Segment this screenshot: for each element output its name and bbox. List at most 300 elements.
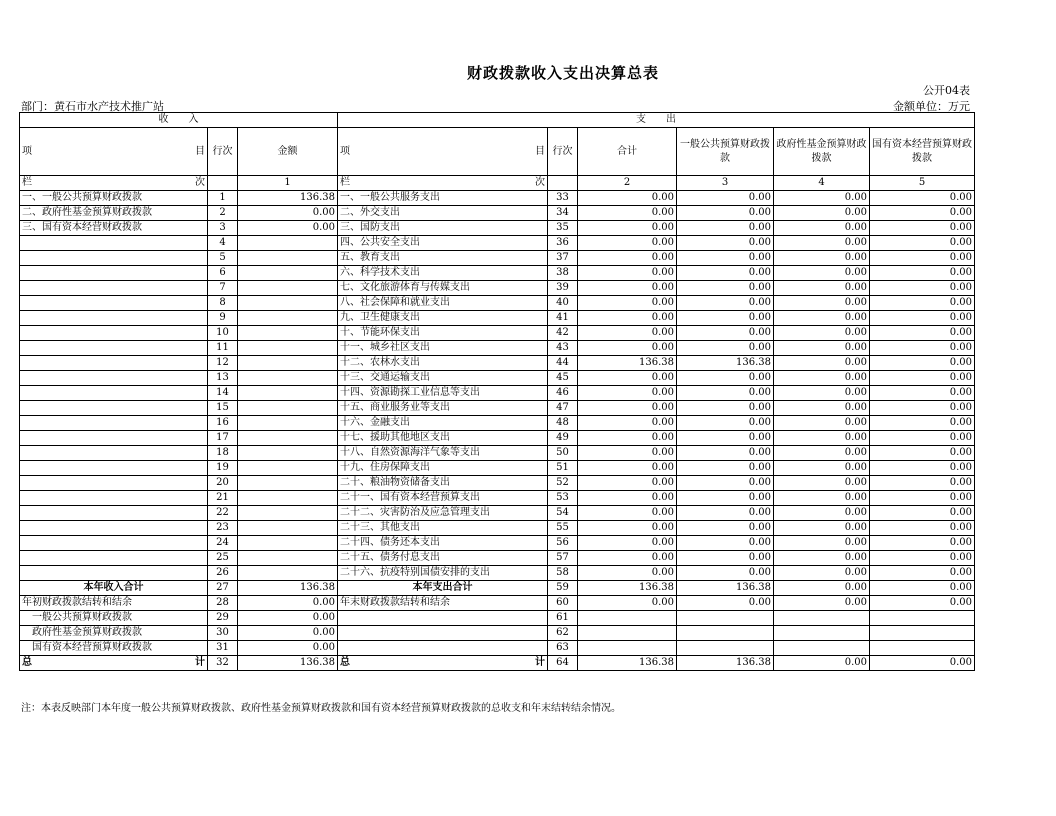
gov-fund-amount: 0.00: [774, 326, 870, 341]
state-capital-amount: 0.00: [870, 266, 975, 281]
general-budget-amount: 0.00: [677, 251, 774, 266]
income-amount: [238, 356, 338, 371]
total-amount: 0.00: [578, 326, 677, 341]
gov-fund-amount: 0.00: [774, 296, 870, 311]
general-budget-amount: 0.00: [677, 266, 774, 281]
state-capital-amount: 0.00: [870, 326, 975, 341]
income-line-no: 4: [208, 236, 238, 251]
general-budget-amount: 0.00: [677, 191, 774, 206]
general-budget-amount: 0.00: [677, 401, 774, 416]
expenditure-line-no: 49: [548, 431, 578, 446]
state-capital-amount: 0.00: [870, 221, 975, 236]
expenditure-item: 六、科学技术支出: [338, 266, 548, 281]
carryover-amount: 0.00: [238, 626, 338, 641]
income-line-no: 32: [208, 656, 238, 671]
table-row: [20, 401, 975, 416]
expenditure-line-no: 52: [548, 476, 578, 491]
state-capital-amount: 0.00: [870, 371, 975, 386]
expenditure-line-no: 46: [548, 386, 578, 401]
total-amount: 0.00: [578, 431, 677, 446]
state-capital-amount: 0.00: [870, 536, 975, 551]
expenditure-line-no: 63: [548, 641, 578, 656]
gov-fund-amount: 0.00: [774, 596, 870, 611]
table-row: [20, 536, 975, 551]
carryover-row: [20, 611, 975, 626]
state-capital-amount: 0.00: [870, 446, 975, 461]
income-item: [20, 521, 208, 536]
grand-expenditure-total-label: 总 计: [338, 656, 548, 671]
income-line-no: 3: [208, 221, 238, 236]
total-amount: 0.00: [578, 281, 677, 296]
carryover-item: 一般公共预算财政拨款: [20, 611, 208, 626]
gov-fund-amount: 0.00: [774, 431, 870, 446]
gov-fund-amount: 0.00: [774, 656, 870, 671]
table-row: [20, 206, 975, 221]
state-capital-amount: 0.00: [870, 566, 975, 581]
expenditure-item: 八、社会保障和就业支出: [338, 296, 548, 311]
income-line-no: 28: [208, 596, 238, 611]
general-budget-amount: 0.00: [677, 491, 774, 506]
income-amount: [238, 521, 338, 536]
gov-fund-amount: 0.00: [774, 191, 870, 206]
expenditure-item: 十一、城乡社区支出: [338, 341, 548, 356]
table-row: [20, 491, 975, 506]
general-budget-amount: 0.00: [677, 536, 774, 551]
state-capital-amount: 0.00: [870, 341, 975, 356]
state-capital-amount: 0.00: [870, 206, 975, 221]
gov-fund-amount: [774, 611, 870, 626]
total-amount: 0.00: [578, 551, 677, 566]
income-amount: [238, 386, 338, 401]
income-amount: [238, 536, 338, 551]
income-item: [20, 431, 208, 446]
grand-income-total-label: 总 计: [20, 656, 208, 671]
gov-fund-header: 政府性基金预算财政拨款: [774, 128, 870, 176]
general-budget-amount: 136.38: [677, 581, 774, 596]
col-label-cell: 栏 次: [20, 176, 208, 191]
income-item: [20, 236, 208, 251]
gov-fund-amount: 0.00: [774, 521, 870, 536]
carryover-amount: 0.00: [238, 641, 338, 656]
gov-fund-amount: 0.00: [774, 356, 870, 371]
gov-fund-amount: 0.00: [774, 311, 870, 326]
table-row: [20, 446, 975, 461]
col-number-4: 4: [774, 176, 870, 191]
table-row: [20, 416, 975, 431]
general-budget-amount: 0.00: [677, 596, 774, 611]
carryover-item: 年初财政拨款结转和结余: [20, 596, 208, 611]
state-capital-amount: 0.00: [870, 236, 975, 251]
total-amount: 0.00: [578, 206, 677, 221]
report-title: 财政拨款收入支出决算总表: [466, 64, 659, 82]
expenditure-item: 二十二、灾害防治及应急管理支出: [338, 506, 548, 521]
expenditure-line-no: 54: [548, 506, 578, 521]
income-line-no: 13: [208, 371, 238, 386]
income-line-no: 6: [208, 266, 238, 281]
expenditure-line-no: 55: [548, 521, 578, 536]
expenditure-line-no: 35: [548, 221, 578, 236]
total-amount: 136.38: [578, 356, 677, 371]
income-item: 一、一般公共预算财政拨款: [20, 191, 208, 206]
total-header: 合计: [578, 128, 677, 176]
income-amount: [238, 236, 338, 251]
table-row: [20, 281, 975, 296]
department-label: 部门：黄石市水产技术推广站: [21, 100, 164, 113]
expenditure-item: 四、公共安全支出: [338, 236, 548, 251]
table-row: [20, 236, 975, 251]
expenditure-line-no: 59: [548, 581, 578, 596]
income-amount: [238, 461, 338, 476]
expenditure-line-no: 56: [548, 536, 578, 551]
income-amount: [238, 326, 338, 341]
income-line-no: 29: [208, 611, 238, 626]
income-amount: [238, 266, 338, 281]
total-amount: 0.00: [578, 416, 677, 431]
expenditure-item: 七、文化旅游体育与传媒支出: [338, 281, 548, 296]
total-amount: 0.00: [578, 236, 677, 251]
expenditure-item: 十四、资源勘探工业信息等支出: [338, 386, 548, 401]
state-capital-amount: 0.00: [870, 476, 975, 491]
state-capital-amount: 0.00: [870, 401, 975, 416]
income-amount: [238, 476, 338, 491]
income-item: [20, 296, 208, 311]
state-capital-amount: 0.00: [870, 281, 975, 296]
total-amount: 0.00: [578, 446, 677, 461]
state-capital-amount: 0.00: [870, 386, 975, 401]
income-item: [20, 401, 208, 416]
expenditure-line-no: 39: [548, 281, 578, 296]
general-budget-amount: 0.00: [677, 311, 774, 326]
annual-income-total: 136.38: [238, 581, 338, 596]
expenditure-item: 十二、农林水支出: [338, 356, 548, 371]
total-amount: 0.00: [578, 461, 677, 476]
state-capital-amount: [870, 641, 975, 656]
general-budget-amount: [677, 626, 774, 641]
gov-fund-amount: 0.00: [774, 371, 870, 386]
total-amount: 0.00: [578, 401, 677, 416]
general-budget-amount: 0.00: [677, 371, 774, 386]
income-line-no: 19: [208, 461, 238, 476]
income-amount: [238, 506, 338, 521]
expenditure-item: 年末财政拨款结转和结余: [338, 596, 548, 611]
gov-fund-amount: 0.00: [774, 566, 870, 581]
table-row: [20, 356, 975, 371]
table-row: [20, 521, 975, 536]
general-budget-amount: 0.00: [677, 521, 774, 536]
general-budget-amount: 0.00: [677, 506, 774, 521]
expenditure-line-no: 36: [548, 236, 578, 251]
income-item-header: 项 目: [20, 128, 208, 176]
carryover-row: [20, 596, 975, 611]
expenditure-line-no: 47: [548, 401, 578, 416]
gov-fund-amount: 0.00: [774, 551, 870, 566]
total-amount: 0.00: [578, 371, 677, 386]
income-amount: [238, 341, 338, 356]
total-amount: 0.00: [578, 521, 677, 536]
state-capital-amount: 0.00: [870, 521, 975, 536]
expenditure-line-no: 53: [548, 491, 578, 506]
gov-fund-amount: 0.00: [774, 416, 870, 431]
expenditure-item: 十七、援助其他地区支出: [338, 431, 548, 446]
total-amount: 0.00: [578, 341, 677, 356]
table-row: [20, 566, 975, 581]
income-line-no: 25: [208, 551, 238, 566]
gov-fund-amount: 0.00: [774, 236, 870, 251]
income-line-no: 27: [208, 581, 238, 596]
expenditure-item: 二十四、债务还本支出: [338, 536, 548, 551]
general-budget-amount: 0.00: [677, 221, 774, 236]
income-line-no: 21: [208, 491, 238, 506]
table-row: [20, 326, 975, 341]
income-line-no: 16: [208, 416, 238, 431]
income-amount: [238, 311, 338, 326]
grand-total-row: [20, 656, 975, 671]
gov-fund-amount: 0.00: [774, 251, 870, 266]
gov-fund-amount: 0.00: [774, 386, 870, 401]
income-amount: 136.38: [238, 191, 338, 206]
income-item: [20, 326, 208, 341]
income-amount: [238, 296, 338, 311]
footnote: 注：本表反映部门本年度一般公共预算财政拨款、政府性基金预算财政拨款和国有资本经营预算财政拨款的总收支和年末结转结余情况。: [21, 703, 621, 714]
income-line-no: 14: [208, 386, 238, 401]
table-row: [20, 296, 975, 311]
expenditure-line-no: 60: [548, 596, 578, 611]
col-label-cell: 栏 次: [338, 176, 548, 191]
expenditure-item: 二十一、国有资本经营预算支出: [338, 491, 548, 506]
general-budget-amount: 0.00: [677, 326, 774, 341]
income-line-header: 行次: [208, 128, 238, 176]
total-amount: [578, 626, 677, 641]
income-item: [20, 476, 208, 491]
expenditure-item: 一、一般公共服务支出: [338, 191, 548, 206]
expenditure-line-header: 行次: [548, 128, 578, 176]
total-amount: 0.00: [578, 251, 677, 266]
income-item: [20, 566, 208, 581]
state-capital-amount: 0.00: [870, 551, 975, 566]
state-capital-amount: 0.00: [870, 191, 975, 206]
expenditure-item: 三、国防支出: [338, 221, 548, 236]
income-line-no: 18: [208, 446, 238, 461]
state-capital-amount: 0.00: [870, 506, 975, 521]
state-capital-amount: 0.00: [870, 296, 975, 311]
income-item: 二、政府性基金预算财政拨款: [20, 206, 208, 221]
table-row: [20, 221, 975, 236]
income-amount: [238, 416, 338, 431]
total-amount: [578, 611, 677, 626]
gov-fund-amount: 0.00: [774, 461, 870, 476]
gov-fund-amount: 0.00: [774, 536, 870, 551]
gov-fund-amount: 0.00: [774, 281, 870, 296]
expenditure-line-no: 48: [548, 416, 578, 431]
general-budget-amount: 0.00: [677, 236, 774, 251]
income-line-no: 1: [208, 191, 238, 206]
gov-fund-amount: 0.00: [774, 206, 870, 221]
total-amount: 136.38: [578, 581, 677, 596]
general-budget-amount: 136.38: [677, 656, 774, 671]
income-line-no: 30: [208, 626, 238, 641]
income-item: [20, 266, 208, 281]
state-capital-amount: [870, 626, 975, 641]
general-budget-amount: [677, 611, 774, 626]
expenditure-line-no: 33: [548, 191, 578, 206]
state-capital-header: 国有资本经营预算财政拨款: [870, 128, 975, 176]
general-budget-amount: [677, 641, 774, 656]
col-number-2: 2: [578, 176, 677, 191]
gov-fund-amount: [774, 626, 870, 641]
expenditure-item: [338, 611, 548, 626]
expenditure-line-no: 37: [548, 251, 578, 266]
expenditure-item: 十九、住房保障支出: [338, 461, 548, 476]
gov-fund-amount: 0.00: [774, 491, 870, 506]
income-item: [20, 386, 208, 401]
total-amount: 0.00: [578, 536, 677, 551]
state-capital-amount: 0.00: [870, 596, 975, 611]
expenditure-item: 五、教育支出: [338, 251, 548, 266]
table-row: [20, 506, 975, 521]
total-amount: 0.00: [578, 221, 677, 236]
income-amount: 0.00: [238, 221, 338, 236]
income-item: [20, 461, 208, 476]
income-line-no: 26: [208, 566, 238, 581]
expenditure-item: 十五、商业服务业等支出: [338, 401, 548, 416]
gov-fund-amount: 0.00: [774, 581, 870, 596]
carryover-item: 国有资本经营预算财政拨款: [20, 641, 208, 656]
income-amount: [238, 446, 338, 461]
expenditure-line-no: 61: [548, 611, 578, 626]
general-budget-amount: 0.00: [677, 446, 774, 461]
expenditure-line-no: 58: [548, 566, 578, 581]
table-row: [20, 341, 975, 356]
expenditure-line-no: 43: [548, 341, 578, 356]
expenditure-item: 九、卫生健康支出: [338, 311, 548, 326]
income-item: [20, 416, 208, 431]
grand-income-total: 136.38: [238, 656, 338, 671]
income-line-no: 10: [208, 326, 238, 341]
expenditure-item: [338, 626, 548, 641]
income-line-no: 17: [208, 431, 238, 446]
total-amount: 0.00: [578, 491, 677, 506]
state-capital-amount: 0.00: [870, 656, 975, 671]
income-line-no: 11: [208, 341, 238, 356]
expenditure-line-no: 38: [548, 266, 578, 281]
unit-label: 金额单位：万元: [893, 100, 970, 113]
table-row: [20, 431, 975, 446]
table-row: [20, 311, 975, 326]
gov-fund-amount: 0.00: [774, 476, 870, 491]
expenditure-line-no: 34: [548, 206, 578, 221]
income-amount: [238, 401, 338, 416]
col-number-1: 1: [238, 176, 338, 191]
income-item: [20, 551, 208, 566]
state-capital-amount: 0.00: [870, 431, 975, 446]
income-item: [20, 446, 208, 461]
income-line-no: 9: [208, 311, 238, 326]
total-amount: 0.00: [578, 296, 677, 311]
expenditure-line-no: 41: [548, 311, 578, 326]
col-number-3: 3: [677, 176, 774, 191]
income-item: [20, 311, 208, 326]
total-amount: 0.00: [578, 386, 677, 401]
income-line-no: 7: [208, 281, 238, 296]
general-budget-header: 一般公共预算财政拨款: [677, 128, 774, 176]
expenditure-line-no: 42: [548, 326, 578, 341]
income-item: [20, 356, 208, 371]
table-row: [20, 476, 975, 491]
general-budget-amount: 0.00: [677, 431, 774, 446]
table-row: [20, 266, 975, 281]
state-capital-amount: 0.00: [870, 311, 975, 326]
income-line-no: 31: [208, 641, 238, 656]
income-amount: [238, 566, 338, 581]
budget-table: [19, 112, 975, 671]
income-item: [20, 251, 208, 266]
carryover-row: [20, 626, 975, 641]
income-item: [20, 341, 208, 356]
income-line-no: 12: [208, 356, 238, 371]
general-budget-amount: 0.00: [677, 476, 774, 491]
expenditure-line-no: 40: [548, 296, 578, 311]
total-amount: 136.38: [578, 656, 677, 671]
expenditure-header: 支 出: [338, 113, 975, 128]
carryover-row: [20, 641, 975, 656]
expenditure-line-no: 57: [548, 551, 578, 566]
table-row: [20, 386, 975, 401]
total-amount: [578, 641, 677, 656]
general-budget-amount: 0.00: [677, 341, 774, 356]
income-amount: 0.00: [238, 206, 338, 221]
expenditure-line-no: 44: [548, 356, 578, 371]
total-amount: 0.00: [578, 311, 677, 326]
income-amount: [238, 371, 338, 386]
income-header: 收 入: [20, 113, 338, 128]
expenditure-item: 二十、粮油物资储备支出: [338, 476, 548, 491]
state-capital-amount: 0.00: [870, 356, 975, 371]
gov-fund-amount: [774, 641, 870, 656]
state-capital-amount: [870, 611, 975, 626]
expenditure-item: 二十五、债务付息支出: [338, 551, 548, 566]
expenditure-item-header: 项 目: [338, 128, 548, 176]
total-amount: 0.00: [578, 506, 677, 521]
expenditure-item: 十、节能环保支出: [338, 326, 548, 341]
general-budget-amount: 136.38: [677, 356, 774, 371]
income-amount: [238, 251, 338, 266]
total-amount: 0.00: [578, 191, 677, 206]
general-budget-amount: 0.00: [677, 461, 774, 476]
income-line-no: 20: [208, 476, 238, 491]
general-budget-amount: 0.00: [677, 281, 774, 296]
gov-fund-amount: 0.00: [774, 341, 870, 356]
state-capital-amount: 0.00: [870, 416, 975, 431]
income-line-no: 2: [208, 206, 238, 221]
expenditure-item: 十三、交通运输支出: [338, 371, 548, 386]
table-row: [20, 251, 975, 266]
expenditure-line-no: 45: [548, 371, 578, 386]
expenditure-item: 二十六、抗疫特别国债安排的支出: [338, 566, 548, 581]
state-capital-amount: 0.00: [870, 251, 975, 266]
expenditure-line-no: 64: [548, 656, 578, 671]
carryover-item: 政府性基金预算财政拨款: [20, 626, 208, 641]
gov-fund-amount: 0.00: [774, 221, 870, 236]
table-row: [20, 461, 975, 476]
income-item: [20, 281, 208, 296]
expenditure-line-no: 62: [548, 626, 578, 641]
general-budget-amount: 0.00: [677, 566, 774, 581]
income-line-no: 22: [208, 506, 238, 521]
expenditure-item: [338, 641, 548, 656]
income-item: [20, 491, 208, 506]
annual-expenditure-total-label: 本年支出合计: [338, 581, 548, 596]
annual-income-total-label: 本年收入合计: [20, 581, 208, 596]
